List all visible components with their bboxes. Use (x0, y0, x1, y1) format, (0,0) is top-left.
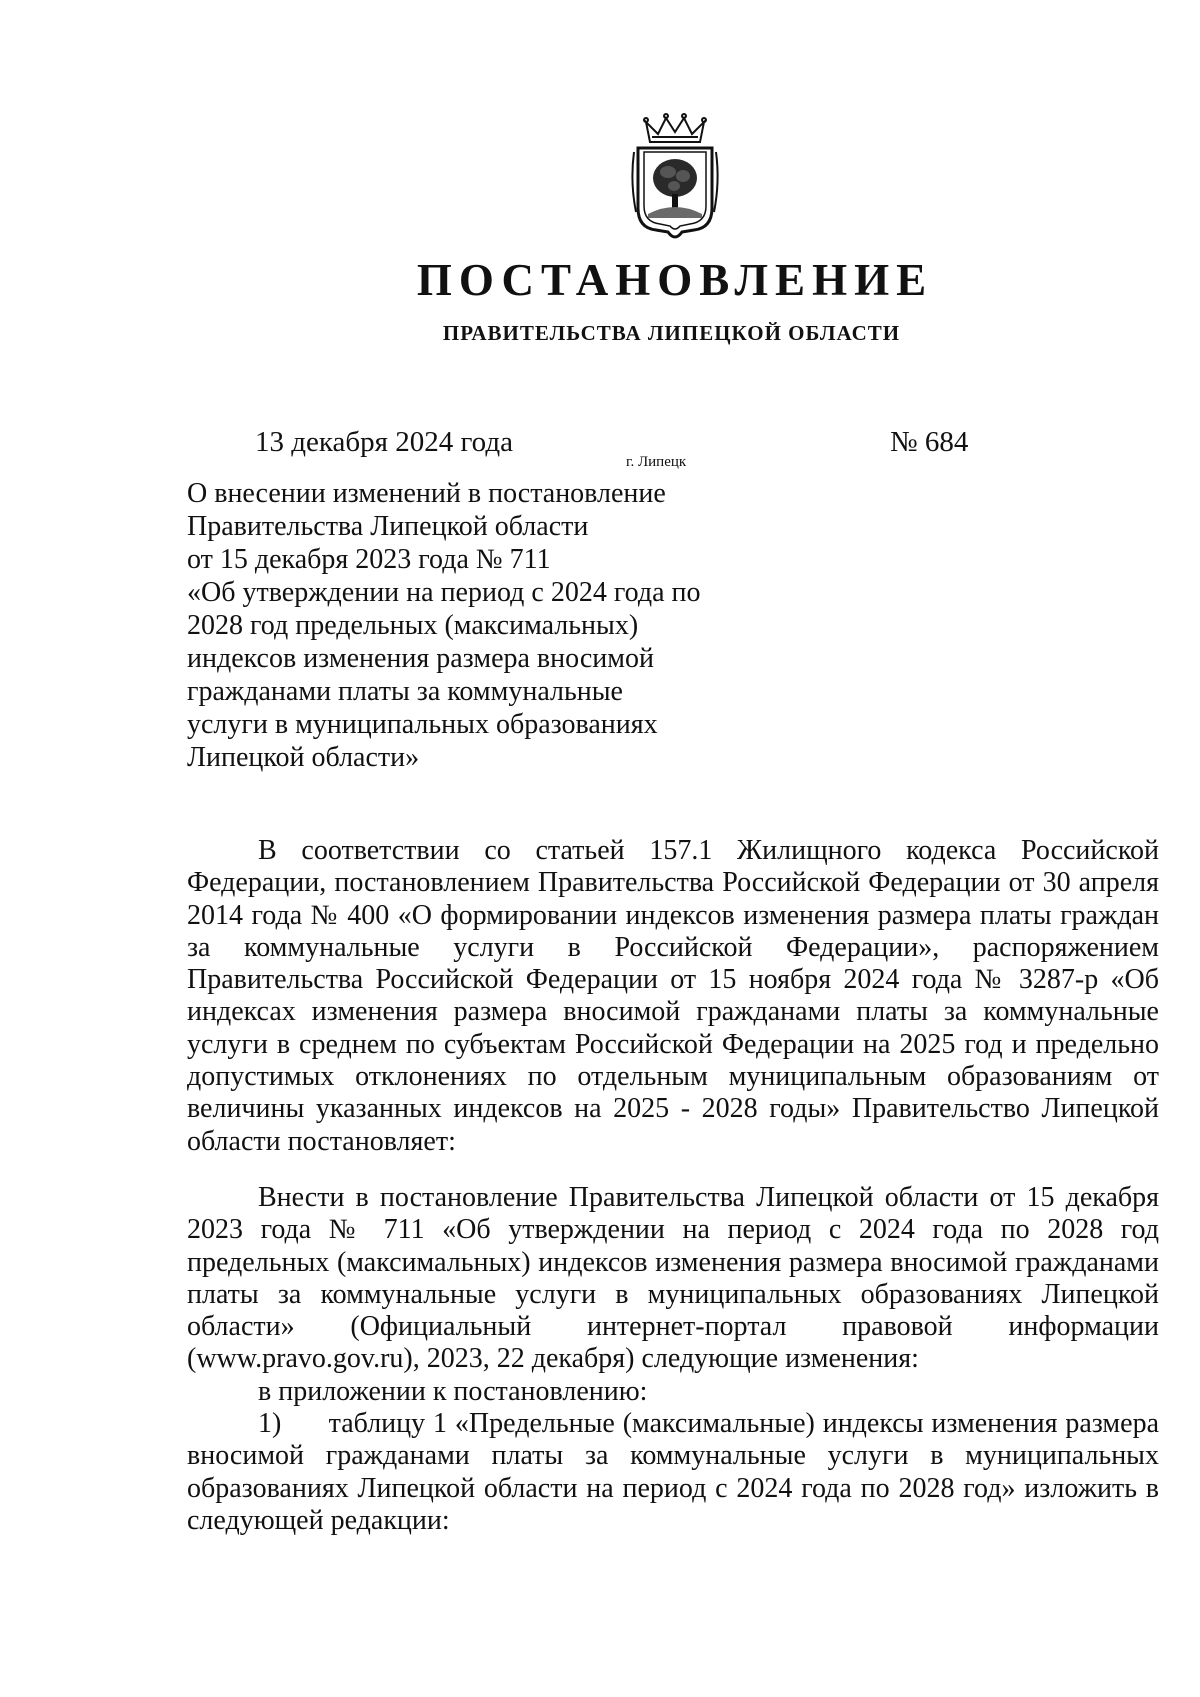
coat-of-arms-icon (628, 112, 722, 244)
document-subject (187, 477, 707, 774)
document-body (187, 835, 1159, 1537)
amendment-paragraph: Внести в постановление Правительства Липецкой области от 15 декабря 2023 года № 711 «Об утверждении на период с 2024 года по 2028 год предельных (максимальных) индексов изменения размера вносимой гражданами платы за коммунальные услуги в муниципальных образованиях Липецкой области» (Официальный интернет-портал правовой информации (www.pravo.gov.ru), 2023, 22 декабря) следующие изменения: (187, 1181, 1159, 1375)
item-1-number: 1) (258, 1408, 282, 1440)
document-city: г. Липецк (626, 454, 687, 470)
appendix-paragraph: в приложении к постановлению: (258, 1375, 648, 1407)
subject-line: от 15 декабря 2023 года № 711 (187, 544, 551, 575)
subject-line: Правительства Липецкой области (187, 511, 589, 542)
document-number: № 684 (890, 426, 969, 458)
preamble-paragraph: В соответствии со статьей 157.1 Жилищного кодекса Российской Федерации, постановлением Правительства Российской Федерации от 30 апреля 2014 года № 400 «О формировании индексов изменения размера платы граждан за коммунальные услуги в Российской Федерации», распоряжением Правительства Российской Федерации от 15 ноября 2024 года № 3287-р «Об индексах изменения размера вносимой гражданами платы за коммунальные услуги в среднем по субъектам Российской Федерации на 2025 год и предельно допустимых отклонениях по отдельным муниципальным образованиям от величины указанных индексов на 2025 - 2028 годы» Правительство Липецкой области постановляет: (187, 835, 1159, 1157)
subject-line: услуги в муниципальных образованиях (187, 709, 658, 740)
subject-line: гражданами платы за коммунальные (187, 676, 623, 707)
subject-line: О внесении изменений в постановление (187, 478, 666, 509)
subject-line: «Об утверждении на период с 2024 года по (187, 577, 701, 608)
item-1-paragraph (187, 1408, 1159, 1537)
subject-line: Липецкой области» (187, 742, 420, 773)
document-title: ПОСТАНОВЛЕНИЕ (416, 255, 934, 305)
subject-line: 2028 год предельных (максимальных) (187, 610, 639, 641)
document-subtitle: ПРАВИТЕЛЬСТВА ЛИПЕЦКОЙ ОБЛАСТИ (442, 321, 901, 345)
document-date: 13 декабря 2024 года (255, 426, 513, 458)
item-1-text: таблицу 1 «Предельные (максимальные) индексы изменения размера вносимой гражданами платы за коммунальные услуги в муниципальных образованиях Липецкой области на период с 2024 года по 2028 год» изложить в следующей редакции: (187, 1408, 1159, 1536)
subject-line: индексов изменения размера вносимой (187, 643, 654, 674)
